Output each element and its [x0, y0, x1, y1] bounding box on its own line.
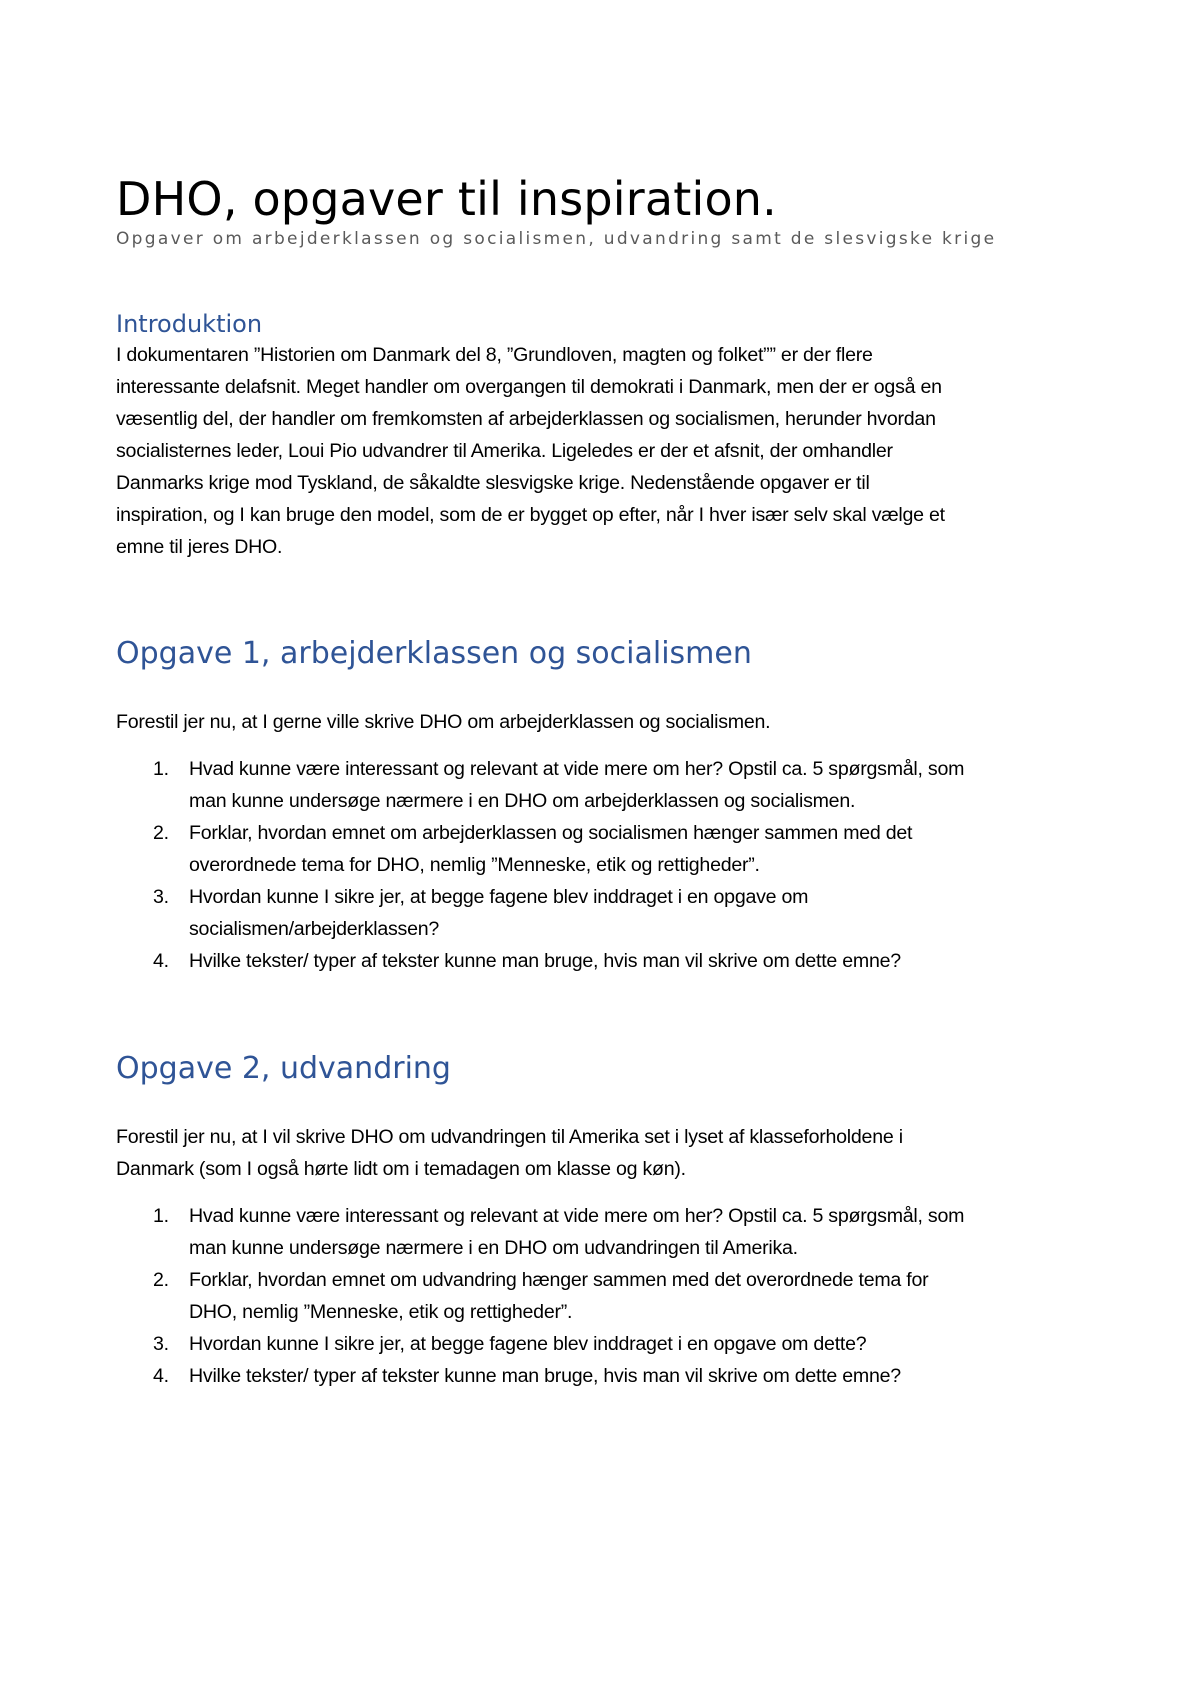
task2-lead-line: Forestil jer nu, at I vil skrive DHO om udvandringen til Amerika set i lyset af klasseforholdene i [116, 1126, 903, 1148]
intro-line: emne til jeres DHO. [116, 536, 283, 558]
intro-line: væsentlig del, der handler om fremkomsten af arbejderklassen og socialismen, herunder hvordan [116, 408, 936, 430]
list-item-line: Forklar, hvordan emnet om udvandring hænger sammen med det overordnede tema for [189, 1269, 929, 1291]
list-item [116, 753, 1096, 817]
list-item-line: man kunne undersøge nærmere i en DHO om udvandringen til Amerika. [189, 1237, 798, 1259]
task2-heading: Opgave 2, udvandring [116, 1051, 451, 1086]
task1-lead: Forestil jer nu, at I gerne ville skrive DHO om arbejderklassen og socialismen. [116, 711, 771, 733]
list-item-line: Forklar, hvordan emnet om arbejderklassen og socialismen hænger sammen med det [189, 822, 913, 844]
list-item-number: 2. [153, 822, 169, 844]
list-item-line: Hvad kunne være interessant og relevant at vide mere om her? Opstil ca. 5 spørgsmål, som [189, 1205, 965, 1227]
task1-heading: Opgave 1, arbejderklassen og socialismen [116, 636, 752, 671]
list-item [116, 1264, 1096, 1328]
intro-line: interessante delafsnit. Meget handler om overgangen til demokrati i Danmark, men der er også en [116, 376, 942, 398]
list-item-number: 3. [153, 886, 169, 908]
list-item-line: Hvordan kunne I sikre jer, at begge fagene blev inddraget i en opgave om dette? [189, 1333, 867, 1355]
document-subtitle: Opgaver om arbejderklassen og socialismen, udvandring samt de slesvigske krige [116, 229, 997, 249]
task2-lead-line: Danmark (som I også hørte lidt om i temadagen om klasse og køn). [116, 1158, 686, 1180]
list-item-line: Hvilke tekster/ typer af tekster kunne man bruge, hvis man vil skrive om dette emne? [189, 950, 901, 972]
list-item-number: 4. [153, 950, 169, 972]
document-title: DHO, opgaver til inspiration. [116, 172, 777, 226]
list-item [116, 1328, 1096, 1360]
list-item-line: overordnede tema for DHO, nemlig ”Menneske, etik og rettigheder”. [189, 854, 760, 876]
list-item-line: Hvad kunne være interessant og relevant at vide mere om her? Opstil ca. 5 spørgsmål, som [189, 758, 965, 780]
list-item [116, 817, 1096, 881]
task2-list [116, 1200, 1096, 1392]
document-content [116, 170, 1096, 1392]
list-item-line: socialismen/arbejderklassen? [189, 918, 440, 940]
list-item [116, 881, 1096, 945]
task1-list [116, 753, 1096, 977]
intro-line: I dokumentaren ”Historien om Danmark del 8, ”Grundloven, magten og folket”” er der flere [116, 344, 873, 366]
list-item [116, 1360, 1096, 1392]
list-item-line: Hvordan kunne I sikre jer, at begge fagene blev inddraget i en opgave om [189, 886, 809, 908]
list-item-number: 3. [153, 1333, 169, 1355]
list-item-line: man kunne undersøge nærmere i en DHO om arbejderklassen og socialismen. [189, 790, 856, 812]
list-item-number: 1. [153, 1205, 169, 1227]
intro-line: Danmarks krige mod Tyskland, de såkaldte slesvigske krige. Nedenstående opgaver er til [116, 472, 870, 494]
list-item-number: 2. [153, 1269, 169, 1291]
list-item [116, 945, 1096, 977]
list-item-number: 1. [153, 758, 169, 780]
intro-line: socialisternes leder, Loui Pio udvandrer til Amerika. Ligeledes er der et afsnit, der omhandler [116, 440, 893, 462]
intro-line: inspiration, og I kan bruge den model, som de er bygget op efter, når I hver især selv skal vælge et [116, 504, 945, 526]
list-item-line: Hvilke tekster/ typer af tekster kunne man bruge, hvis man vil skrive om dette emne? [189, 1365, 901, 1387]
intro-heading: Introduktion [116, 310, 263, 338]
intro-paragraph [116, 339, 1096, 563]
list-item-line: DHO, nemlig ”Menneske, etik og rettigheder”. [189, 1301, 573, 1323]
list-item [116, 1200, 1096, 1264]
task2-lead [116, 1121, 1096, 1185]
list-item-number: 4. [153, 1365, 169, 1387]
